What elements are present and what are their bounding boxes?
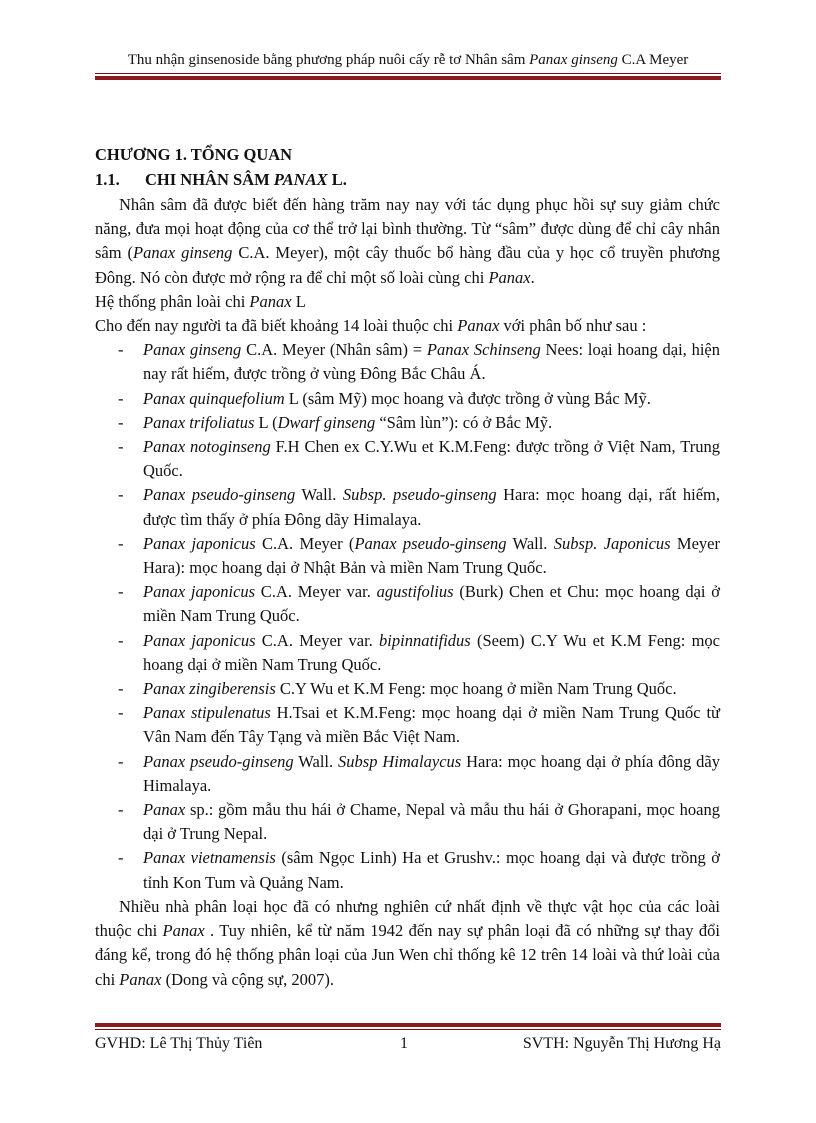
intro-species: Panax ginseng: [133, 243, 233, 263]
intro-paragraph: [95, 193, 720, 290]
page-body: [95, 143, 720, 992]
species-name: Subsp. Japonicus: [553, 533, 671, 553]
list-dash: -: [118, 412, 124, 432]
classification-text: Hệ thống phân loài chi: [95, 291, 250, 311]
species-item: [95, 701, 720, 749]
list-intro-text: Cho đến nay người ta đã biết khoảng 14 loài thuộc chi: [95, 316, 458, 336]
page-number: 1: [400, 1035, 408, 1052]
species-name: Panax japonicus: [143, 630, 256, 650]
species-description: L (sâm Mỹ) mọc hoang và được trồng ở vùng Bắc Mỹ.: [284, 388, 651, 408]
species-name: Panax pseudo-ginseng: [143, 751, 294, 771]
footer-supervisor: GVHD: Lê Thị Thủy Tiên: [95, 1035, 263, 1052]
classification-heading: [95, 290, 720, 314]
species-description: (Burk) Chen et Chu: mọc hoang dại ở miền Nam Trung Quốc.: [143, 582, 720, 626]
footer-student: SVTH: Nguyễn Thị Hương Hạ: [522, 1035, 721, 1052]
species-name: Panax quinquefolium: [143, 388, 285, 408]
list-intro-text: với phân bố như sau :: [499, 316, 647, 336]
closing-genus: Panax: [162, 921, 205, 941]
species-item: [95, 387, 720, 411]
species-description: “Sâm lùn”): có ở Bắc Mỹ.: [375, 412, 553, 432]
species-description: C.A. Meyer var.: [255, 582, 377, 602]
species-item: [95, 338, 720, 386]
list-dash: -: [118, 485, 124, 505]
list-dash: -: [118, 751, 124, 771]
classification-genus: Panax: [249, 291, 292, 311]
species-description: Wall.: [295, 485, 343, 505]
species-description: Meyer Hara): mọc hoang dại ở Nhật Bản và miền Nam Trung Quốc.: [143, 533, 720, 578]
closing-paragraph: [95, 895, 720, 992]
species-item: [95, 483, 720, 531]
header-rule-thick: [95, 76, 721, 80]
header-species: Panax ginseng: [529, 52, 618, 68]
list-dash: -: [118, 800, 124, 820]
species-item: [95, 629, 720, 677]
species-description: Nees: loại hoang dại, hiện nay rất hiếm, được trồng ở vùng Đông Bắc Châu Á.: [143, 340, 721, 384]
footer-rule-thin: [95, 1029, 721, 1030]
footer-rule-thick: [95, 1023, 721, 1027]
closing-text: . Tuy nhiên, kể từ năm 1942 đến nay sự phân loại đã có những sự thay đổi đáng kể, trong đó hệ thống phân loại của Jun Wen chỉ thống kê 12 trên 14 loài và thứ loài của chi: [95, 921, 720, 989]
species-name: Panax zingiberensis: [143, 679, 276, 699]
species-description: L (: [254, 412, 278, 432]
species-description: Hara: mọc hoang dại, rất hiếm, được tìm thấy ở phía Đông dãy Himalaya.: [143, 485, 720, 529]
intro-text: Nhân sâm đã được biết đến hàng trăm nay nay với tác dụng phục hồi sự suy giảm chức năng, đưa mọi hoạt động của cơ thể trở lại bình thường. Từ “sâm” được dùng để chỉ cây nhân sâm (: [95, 195, 720, 263]
species-description: C.A. Meyer (Nhân sâm) =: [241, 340, 427, 360]
section-heading: [95, 167, 720, 193]
species-item: [95, 677, 720, 701]
species-description: C.Y Wu et K.M Feng: mọc hoang ở miền Nam Trung Quốc.: [275, 679, 677, 699]
species-item: [95, 532, 720, 580]
species-name: Panax notoginseng: [143, 437, 271, 457]
running-header: [95, 52, 721, 69]
species-list: [95, 338, 720, 895]
list-dash: -: [118, 340, 124, 360]
list-dash: -: [118, 679, 124, 699]
species-description: sp.: gồm mẫu thu hái ở Chame, Nepal và mẫu thu hái ở Ghorapani, mọc hoang dại ở Trung Nepal.: [143, 800, 720, 844]
species-name: Panax ginseng: [143, 340, 242, 360]
list-dash: -: [118, 703, 124, 723]
species-name: Panax trifoliatus: [143, 412, 255, 432]
list-dash: -: [118, 388, 124, 408]
chapter-title: CHƯƠNG 1. TỔNG QUAN: [95, 145, 293, 164]
section-number: 1.1.: [95, 170, 120, 189]
list-dash: -: [118, 582, 124, 602]
intro-genus: Panax: [488, 267, 531, 287]
species-description: (sâm Ngọc Linh) Ha et Grushv.: mọc hoang dại và được trồng ở tỉnh Kon Tum và Quảng Nam.: [143, 848, 720, 892]
species-name: Panax stipulenatus: [143, 703, 271, 723]
species-description: Wall.: [506, 533, 554, 553]
intro-text: C.A. Meyer), một cây thuốc bổ hàng đầu của y học cổ truyền phương Đông. Nó còn được mở rộng ra để chỉ một số loài cùng chi: [95, 243, 721, 287]
species-name: Panax pseudo-ginseng: [354, 533, 507, 553]
species-item: [95, 846, 720, 894]
species-item: [95, 580, 720, 628]
species-name: Panax vietnamensis: [143, 848, 276, 868]
species-name: Panax Schinseng: [426, 340, 541, 360]
species-name: Dwarf ginseng: [277, 412, 376, 432]
list-dash: -: [118, 533, 124, 553]
species-name: Panax japonicus: [143, 533, 256, 553]
section-title-suffix: L.: [327, 170, 347, 189]
list-intro: [95, 314, 720, 338]
species-item: [95, 750, 720, 798]
species-name: Subsp Himalaycus: [338, 751, 462, 771]
header-text: Thu nhận ginsenoside bằng phương pháp nuôi cấy rễ tơ Nhân sâm: [127, 52, 530, 68]
closing-genus: Panax: [119, 969, 162, 989]
intro-text: .: [530, 267, 535, 287]
section-title: CHI NHÂN SÂM: [145, 170, 274, 189]
species-item: [95, 435, 720, 483]
header-author: C.A Meyer: [617, 52, 689, 68]
list-dash: -: [118, 848, 124, 868]
species-description: H.Tsai et K.M.Feng: mọc hoang dại ở miền Nam Trung Quốc từ Vân Nam đến Tây Tạng và miền Bắc Việt Nam.: [143, 703, 720, 747]
species-name: agustifolius: [376, 582, 454, 602]
header-rule-thin: [95, 73, 721, 74]
list-dash: -: [118, 630, 124, 650]
species-description: C.A. Meyer var.: [255, 630, 380, 650]
list-intro-genus: Panax: [457, 316, 500, 336]
section-title-italic: PANAX: [273, 170, 328, 189]
species-name: Panax: [143, 800, 186, 820]
species-item: [95, 411, 720, 435]
classification-text: L: [291, 291, 306, 311]
list-dash: -: [118, 437, 124, 457]
species-description: (Seem) C.Y Wu et K.M Feng: mọc hoang dại ở miền Nam Trung Quốc.: [143, 630, 720, 674]
closing-text: Nhiều nhà phân loại học đã có nhưng nghiên cứ nhất định về thực vật học của các loài thuộc chi: [95, 896, 720, 941]
species-name: Panax pseudo-ginseng: [143, 485, 296, 505]
species-description: C.A. Meyer (: [255, 533, 355, 553]
species-name: Panax japonicus: [143, 582, 256, 602]
closing-text: (Dong và cộng sự, 2007).: [161, 969, 334, 989]
species-name: bipinnatifidus: [379, 630, 471, 650]
species-description: F.H Chen ex C.Y.Wu et K.M.Feng: được trồng ở Việt Nam, Trung Quốc.: [143, 437, 720, 481]
species-description: Wall.: [293, 751, 339, 771]
species-name: Subsp. pseudo-ginseng: [342, 485, 497, 505]
species-item: [95, 798, 720, 846]
species-description: Hara: mọc hoang dại ở phía đông dãy Himalaya.: [143, 751, 720, 795]
